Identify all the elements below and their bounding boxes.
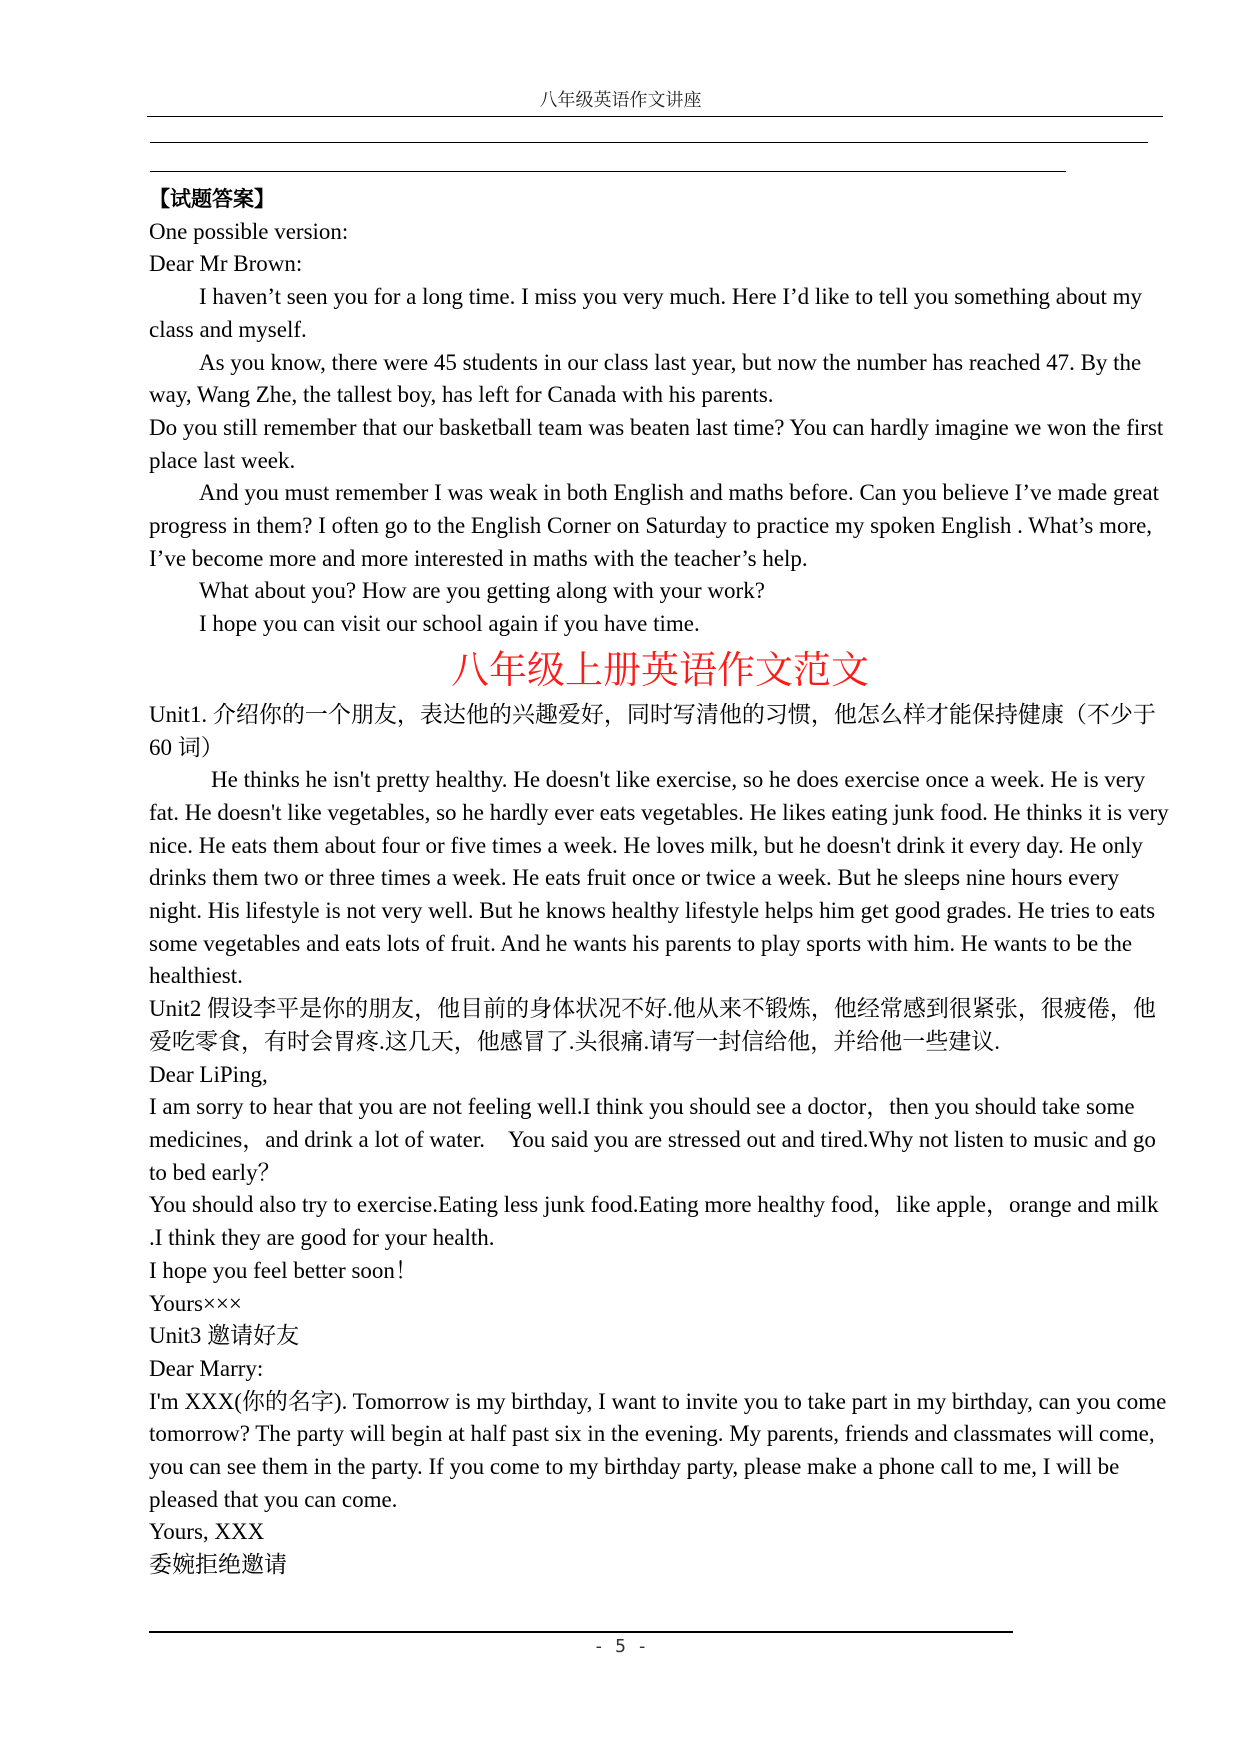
section-title: 八年级上册英语作文范文 (450, 647, 869, 692)
letter1-intro: One possible version: (149, 218, 349, 244)
unit2-salutation: Dear LiPing, (149, 1061, 268, 1087)
letter1-paragraph-3: Do you still remember that our basketball team was beaten last time? You can hardly imagine we won the first place last week. (149, 414, 1164, 473)
unit3-paragraph-1: I'm XXX(你的名字). Tomorrow is my birthday, I want to invite you to take part in my birthday, can you come tomorrow? The party will begin at half past six in the evening. My parents, friends and classmates will come, you can see them in the party. If you come to my birthday party, please make a phone call to me, I will be pleased that you can come. (149, 1388, 1167, 1512)
answer-blank-line-1 (150, 142, 1148, 143)
unit1-prompt: Unit1. 介绍你的一个朋友，表达他的兴趣爱好，同时写清他的习惯，他怎么样才能保持健康（不少于 60 词） (149, 701, 1156, 760)
unit3-closing: Yours, XXX (149, 1519, 265, 1545)
unit2-prompt: Unit2 假设李平是你的朋友，他目前的身体状况不好.他从来不锻炼，他经常感到很紧张，很疲倦，他爱吃零食，有时会胃疼.这几天，他感冒了.头很痛.请写一封信给他，并给他一些建议. (149, 996, 1156, 1054)
page-header-title: 八年级英语作文讲座 (539, 90, 702, 110)
letter1-paragraph-6: I hope you can visit our school again if you have time. (199, 611, 700, 637)
unit2-paragraph-3: I hope you feel better soon！ (149, 1257, 418, 1283)
next-section-heading: 委婉拒绝邀请 (149, 1552, 287, 1578)
unit2-paragraph-1: I am sorry to hear that you are not feeling well.I think you should see a doctor，then you should take some medicines，and drink a lot of water. You said you are stressed out and tired.Why not listen to music and go to bed early？ (149, 1094, 1156, 1185)
footer-rule (149, 1631, 1013, 1633)
letter1-paragraph-4: And you must remember I was weak in both English and maths before. Can you believe I’ve made great progress in them? I often go to the English Corner on Saturday to practice my spoken English . What’s more, I’ve become more and more interested in maths with the teacher’s help. (149, 480, 1159, 571)
letter1-paragraph-2: As you know, there were 45 students in our class last year, but now the number has reached 47. By the way, Wang Zhe, the tallest boy, has left for Canada with his parents. (149, 349, 1142, 408)
letter1-paragraph-5: What about you? How are you getting along with your work? (199, 578, 765, 604)
unit3-prompt: Unit3 邀请好友 (149, 1323, 300, 1349)
page-number: - 5 - (593, 1636, 648, 1657)
unit1-essay: He thinks he isn't pretty healthy. He doesn't like exercise, so he does exercise once a week. He is very fat. He doesn't like vegetables, so he hardly ever eats vegetables. He likes eating junk food. He thinks it is very nice. He eats them about four or five times a week. He loves milk, but he doesn't drink it every day. He only drinks them two or three times a week. He eats fruit once or twice a week. But he sleeps nine hours every night. His lifestyle is not very well. But he knows healthy lifestyle helps him get good grades. He tries to eats some vegetables and eats lots of fruit. And he wants his parents to play sports with him. He wants to be the healthiest. (149, 767, 1169, 989)
document-body (149, 183, 1171, 1582)
letter1-salutation: Dear Mr Brown: (149, 251, 303, 277)
answer-heading: 【试题答案】 (149, 187, 275, 211)
unit2-closing: Yours××× (149, 1290, 242, 1316)
answer-blank-line-2 (150, 171, 1066, 172)
letter1-paragraph-1: I haven’t seen you for a long time. I miss you very much. Here I’d like to tell you something about my class and myself. (149, 284, 1143, 342)
header-rule (147, 116, 1163, 117)
unit2-paragraph-2: You should also try to exercise.Eating less junk food.Eating more healthy food，like apple，orange and milk .I think they are good for your health. (149, 1192, 1159, 1251)
unit3-salutation: Dear Marry: (149, 1355, 264, 1381)
